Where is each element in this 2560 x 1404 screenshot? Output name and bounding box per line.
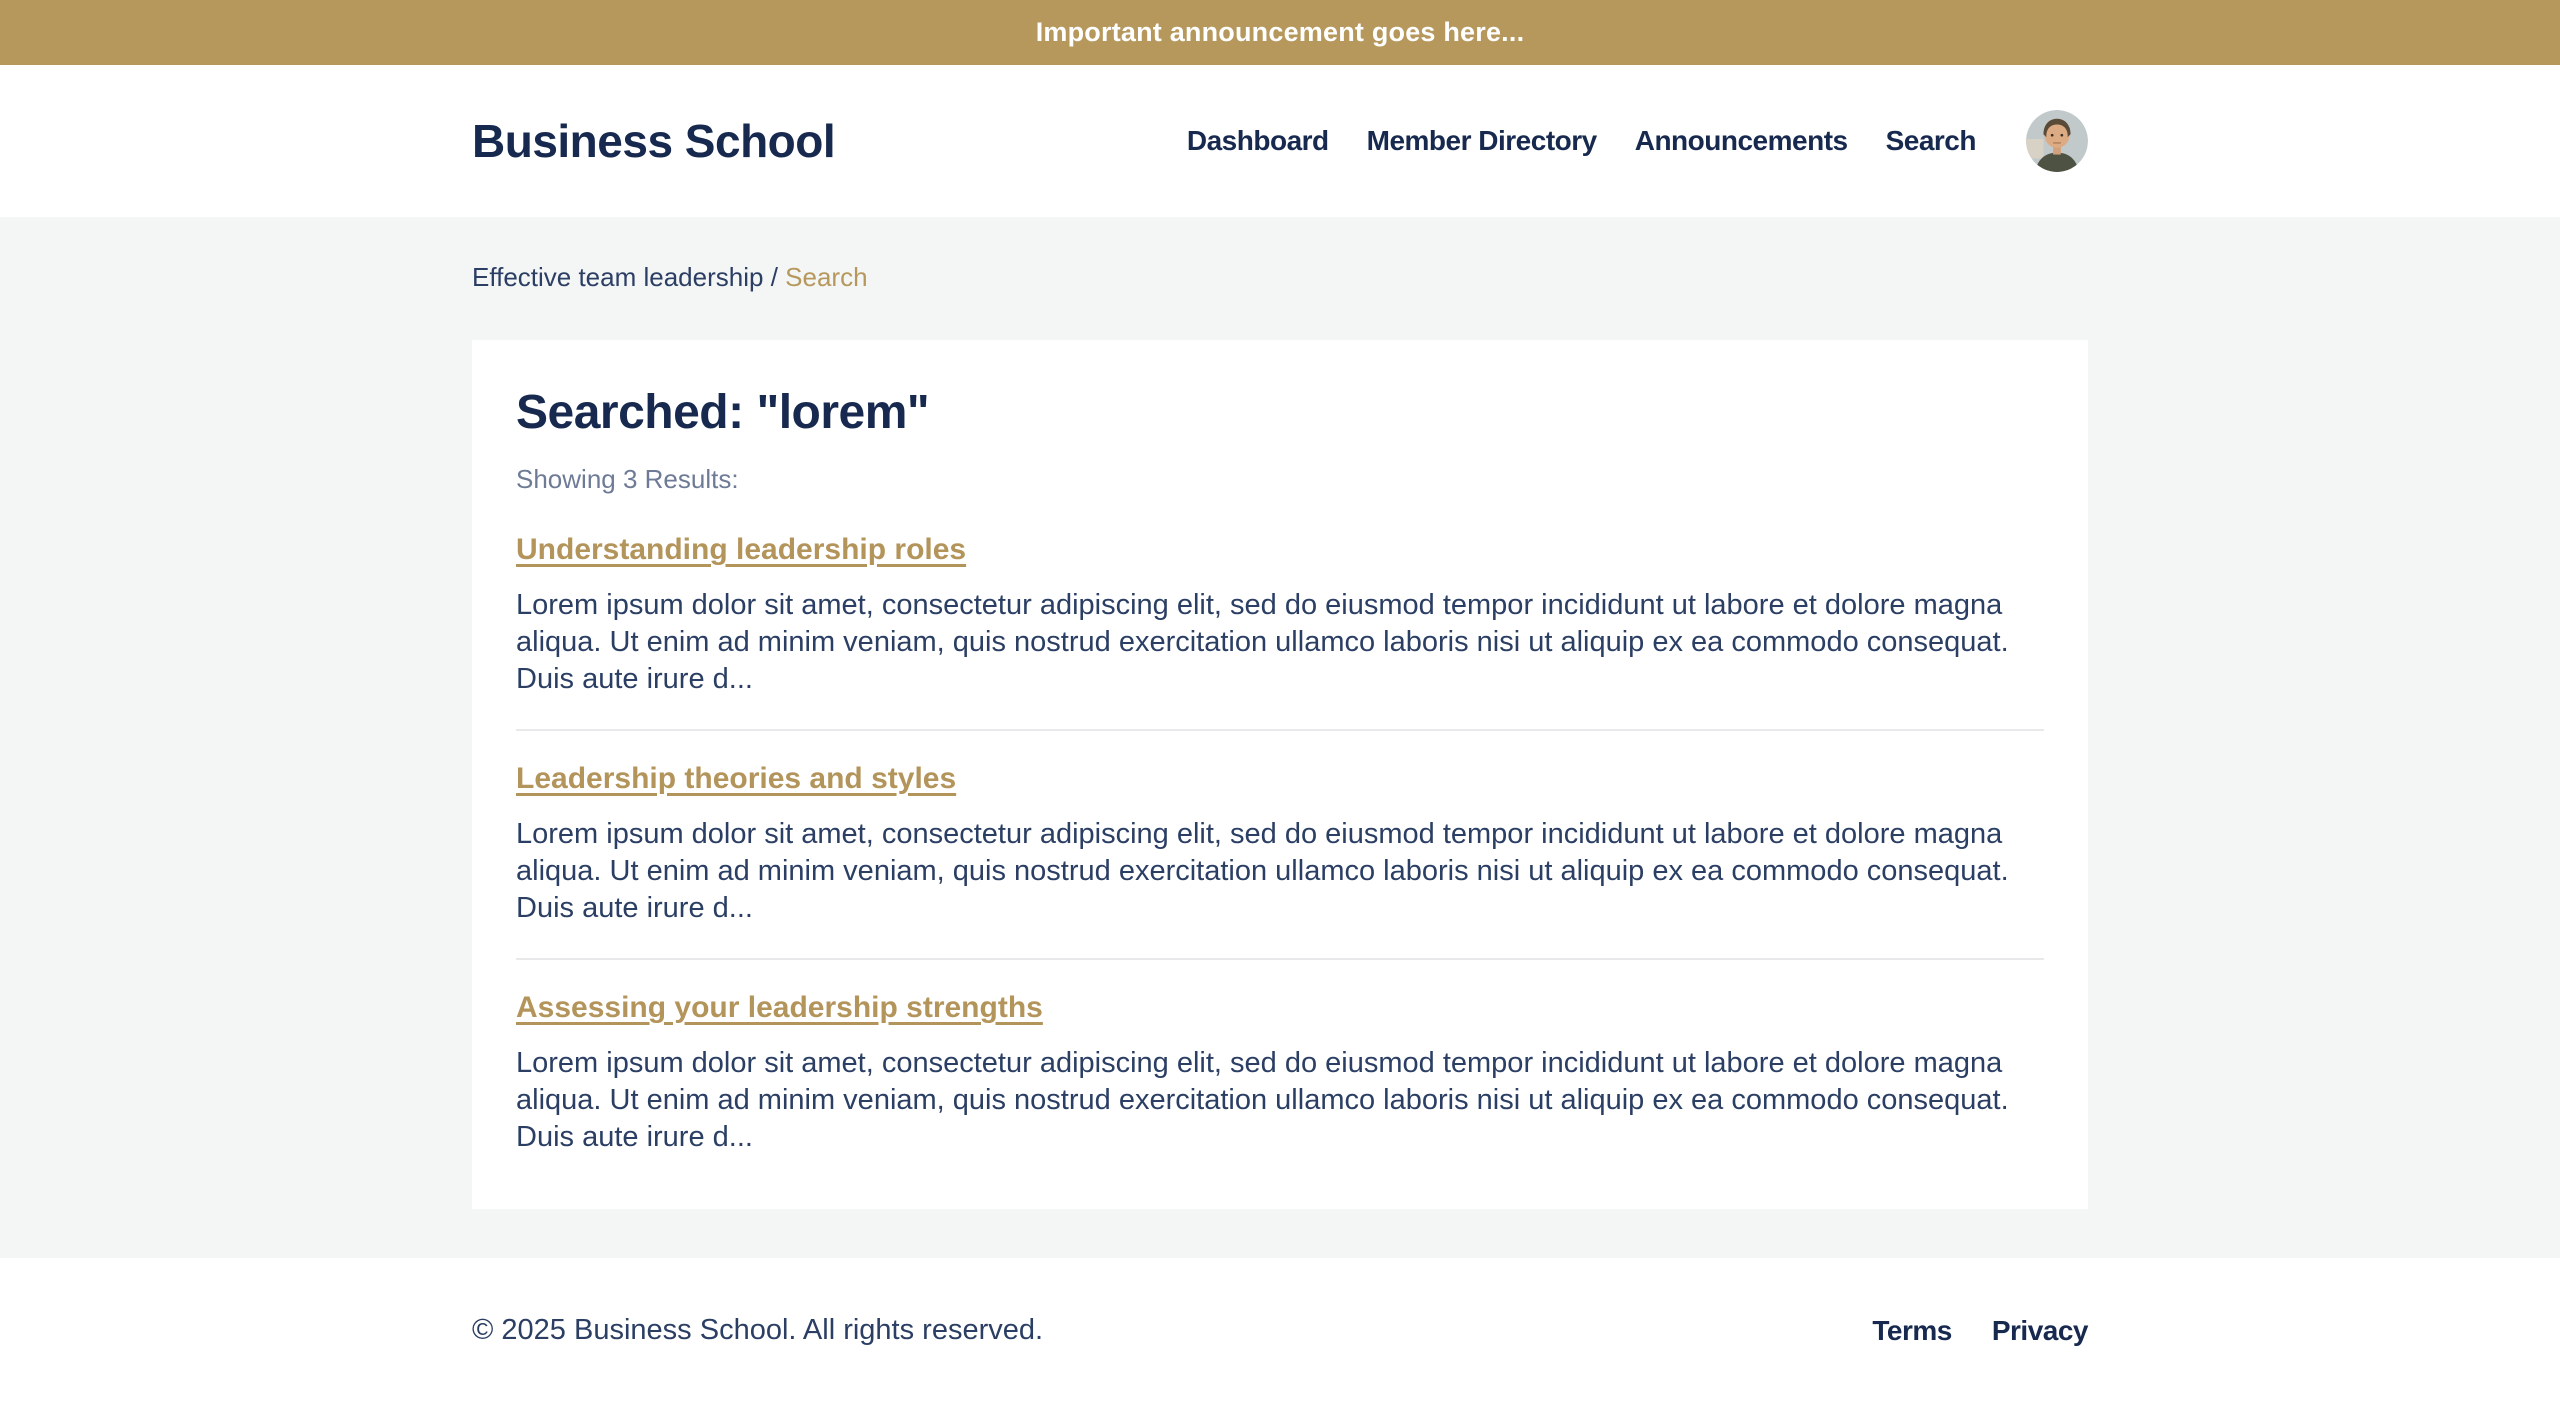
- nav-item-search[interactable]: Search: [1885, 125, 1976, 156]
- search-results-title: Searched: "lorem": [516, 386, 930, 439]
- breadcrumb-current: Search: [785, 262, 868, 292]
- result-link-assessing-your-leadership-strengths[interactable]: Assessing your leadership strengths: [516, 991, 1043, 1024]
- result-divider: [516, 729, 2044, 731]
- footer-link-terms[interactable]: Terms: [1872, 1314, 1952, 1346]
- result-excerpt: Lorem ipsum dolor sit amet, consectetur adipiscing elit, sed do eiusmod tempor incididunt ut labore et dolore magna aliqua. Ut enim ad minim veniam, quis nostrud exercitation ullamco laboris nisi ut aliquip ex ea commodo consequat. Duis aute irure d...: [516, 589, 2009, 695]
- nav-item-announcements[interactable]: Announcements: [1634, 125, 1848, 156]
- breadcrumb-parent-link[interactable]: Effective team leadership: [472, 262, 764, 292]
- result-excerpt: Lorem ipsum dolor sit amet, consectetur adipiscing elit, sed do eiusmod tempor incididunt ut labore et dolore magna aliqua. Ut enim ad minim veniam, quis nostrud exercitation ullamco laboris nisi ut aliquip ex ea commodo consequat. Duis aute irure d...: [516, 1047, 2009, 1153]
- footer-link-privacy[interactable]: Privacy: [1991, 1314, 2088, 1346]
- footer-links: [1872, 1315, 2088, 1347]
- breadcrumb-separator: /: [770, 262, 778, 292]
- results-summary: Showing 3 Results:: [516, 464, 739, 494]
- search-result-item: [516, 991, 2044, 1156]
- site-header: [0, 65, 2560, 217]
- nav-item-member-directory[interactable]: Member Directory: [1366, 125, 1597, 156]
- search-results-card: [472, 340, 2088, 1209]
- announcement-banner: [0, 0, 2560, 65]
- main-nav: [1187, 110, 2088, 172]
- site-logo[interactable]: Business School: [472, 115, 836, 167]
- nav-item-dashboard[interactable]: Dashboard: [1186, 125, 1329, 156]
- announcement-text: Important announcement goes here...: [1035, 17, 1525, 47]
- copyright-text: © 2025 Business School. All rights reserved.: [472, 1314, 1044, 1346]
- user-avatar[interactable]: [2026, 110, 2088, 172]
- search-result-item: [516, 533, 2044, 698]
- breadcrumb: [472, 262, 2088, 293]
- site-footer: [0, 1258, 2560, 1403]
- result-divider: [516, 958, 2044, 960]
- result-link-leadership-theories-and-styles[interactable]: Leadership theories and styles: [516, 762, 957, 795]
- main-content: [0, 217, 2560, 1258]
- search-result-item: [516, 762, 2044, 927]
- result-link-understanding-leadership-roles[interactable]: Understanding leadership roles: [516, 533, 967, 566]
- avatar-photo: [2026, 110, 2088, 172]
- result-excerpt: Lorem ipsum dolor sit amet, consectetur adipiscing elit, sed do eiusmod tempor incididunt ut labore et dolore magna aliqua. Ut enim ad minim veniam, quis nostrud exercitation ullamco laboris nisi ut aliquip ex ea commodo consequat. Duis aute irure d...: [516, 818, 2009, 924]
